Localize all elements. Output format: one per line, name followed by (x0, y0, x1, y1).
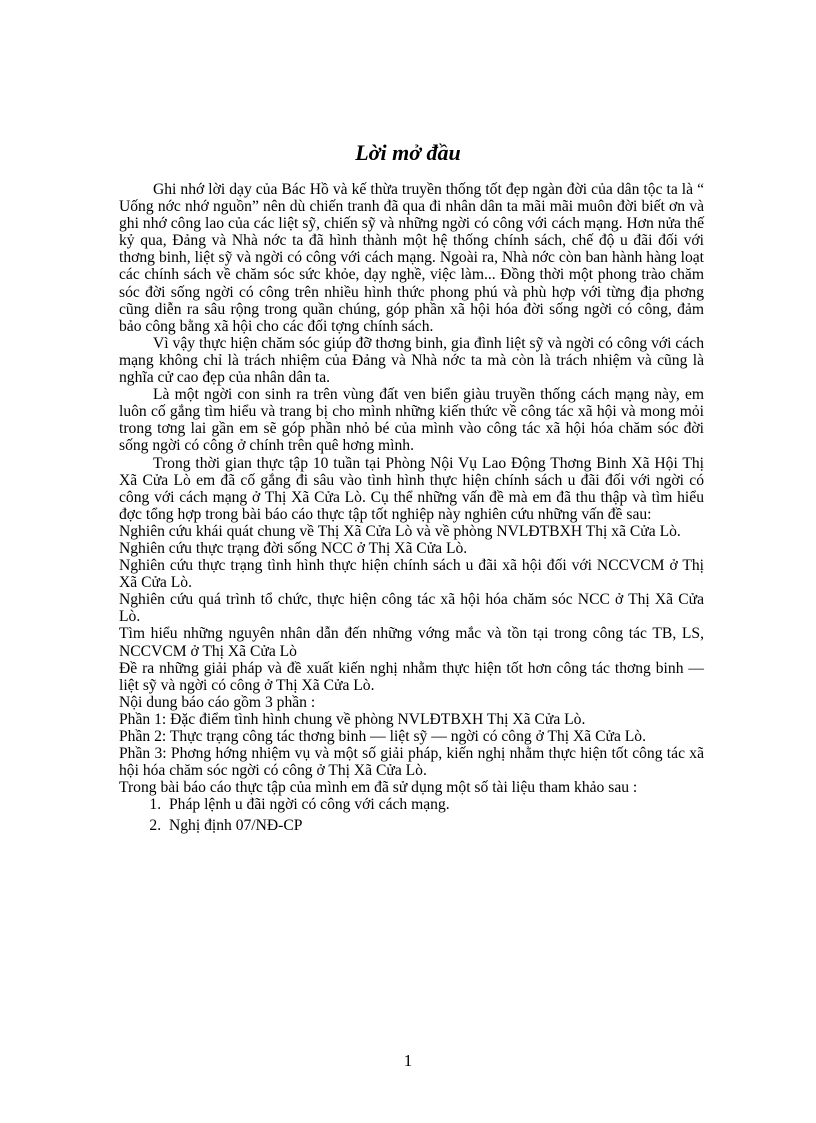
research-item: Tìm hiểu những nguyên nhân dẫn đến những vớng mắc và tồn tại trong công tác TB, LS, NCCVCM ở Thị Xã Cửa Lò (119, 625, 704, 660)
references-intro: Trong bài báo cáo thực tập của mình em đã sử dụng một số tài liệu tham khảo sau : (119, 779, 638, 797)
report-part: Phần 2: Thực trạng công tác thơng binh — liệt sỹ — ngời có công ở Thị Xã Cửa Lò. (119, 728, 646, 745)
report-structure-heading: Nội dung báo cáo gồm 3 phần : (119, 693, 316, 711)
paragraph-intro: Ghi nhớ lời dạy của Bác Hồ và kế thừa truyền thống tốt đẹp ngàn đời của dân tộc ta là “ Uống nớc nhớ nguồn” nên dù chiến tranh đã qua đi nhân dân ta mãi mãi muôn đời biết ơn và ghi nhớ công lao của các liệt sỹ, chiến sỹ và những ngời có công với cách mạng. Hơn nửa thế kỷ qua, Đảng và Nhà nớc ta đã hình thành một hệ thống chính sách, chế độ u đãi đối với thơng binh, liệt sỹ và ngời có công với cách mạng. Ngoài ra, Nhà nớc còn ban hành hàng loạt các chính sách về chăm sóc sức khỏe, dạy nghề, việc làm... Đồng thời một phong trào chăm sóc đời sống ngời có công trên nhiều hình thức phong phú và phù hợp với từng địa phơng cũng diễn ra sâu rộng trong quần chúng, góp phần xã hội hóa đời sống ngời có công, đảm bảo công bằng xã hội cho các đối tợng chính sách. (119, 181, 704, 335)
paragraph-responsibility: Vì vậy thực hiện chăm sóc giúp đỡ thơng binh, gia đình liệt sỹ và ngời có công với cách mạng không chỉ là trách nhiệm của Đảng và Nhà nớc ta mà còn là trách nhiệm và cũng là nghĩa cử cao đẹp của nhân dân ta. (119, 334, 704, 387)
research-item: Nghiên cứu khái quát chung về Thị Xã Cửa Lò và về phòng NVLĐTBXH Thị xã Cửa Lò. (119, 522, 681, 540)
reference-item: 1. Pháp lệnh u đãi ngời có công với cách mạng. (165, 796, 704, 813)
paragraph-personal: Là một ngời con sinh ra trên vùng đất ven biển giàu truyền thống cách mạng này, em luôn cố gắng tìm hiểu và trang bị cho mình những kiến thức về công tác xã hội và mong mỏi trong tơng lai gần em sẽ góp phần nhỏ bé của mình vào công tác xã hội hóa chăm sóc đời sống ngời có công ở chính trên quê hơng mình. (119, 386, 704, 455)
document-title: Lời mở đầu (355, 140, 461, 165)
document-body (119, 181, 704, 839)
research-item: Nghiên cứu thực trạng tình hình thực hiện chính sách u đãi xã hội đối với NCCVCM ở Thị Xã Cửa Lò. (119, 557, 704, 592)
references-list (119, 796, 704, 834)
research-item: Nghiên cứu thực trạng đời sống NCC ở Thị Xã Cửa Lò. (119, 539, 468, 557)
report-part: Phần 1: Đặc điểm tình hình chung về phòng NVLĐTBXH Thị Xã Cửa Lò. (119, 710, 586, 728)
reference-item: 2. Nghị định 07/NĐ-CP (165, 817, 704, 834)
page-number: 1 (403, 1051, 413, 1070)
research-item: Đề ra những giải pháp và đề xuất kiến nghị nhằm thực hiện tốt hơn công tác thơng binh — liệt sỹ và ngời có công ở Thị Xã Cửa Lò. (119, 659, 704, 694)
report-part: Phần 3: Phơng hớng nhiệm vụ và một số giải pháp, kiến nghị nhằm thực hiện tốt công tác xã hội hóa chăm sóc ngời có công ở Thị Xã Cửa Lò. (119, 745, 704, 780)
research-item: Nghiên cứu quá trình tổ chức, thực hiện công tác xã hội hóa chăm sóc NCC ở Thị Xã Cửa Lò. (119, 591, 704, 626)
paragraph-internship: Trong thời gian thực tập 10 tuần tại Phòng Nội Vụ Lao Động Thơng Binh Xã Hội Thị Xã Cửa Lò em đã cố gắng đi sâu vào tình hình thực hiện chính sách u đãi đối với ngời có công với cách mạng ở Thị Xã Cửa Lò. Cụ thể những vấn đề mà em đã thu thập và tìm hiểu đợc tổng hợp trong bài báo cáo thực tập tốt nghiệp này nghiên cứu những vấn đề sau: (119, 454, 704, 523)
